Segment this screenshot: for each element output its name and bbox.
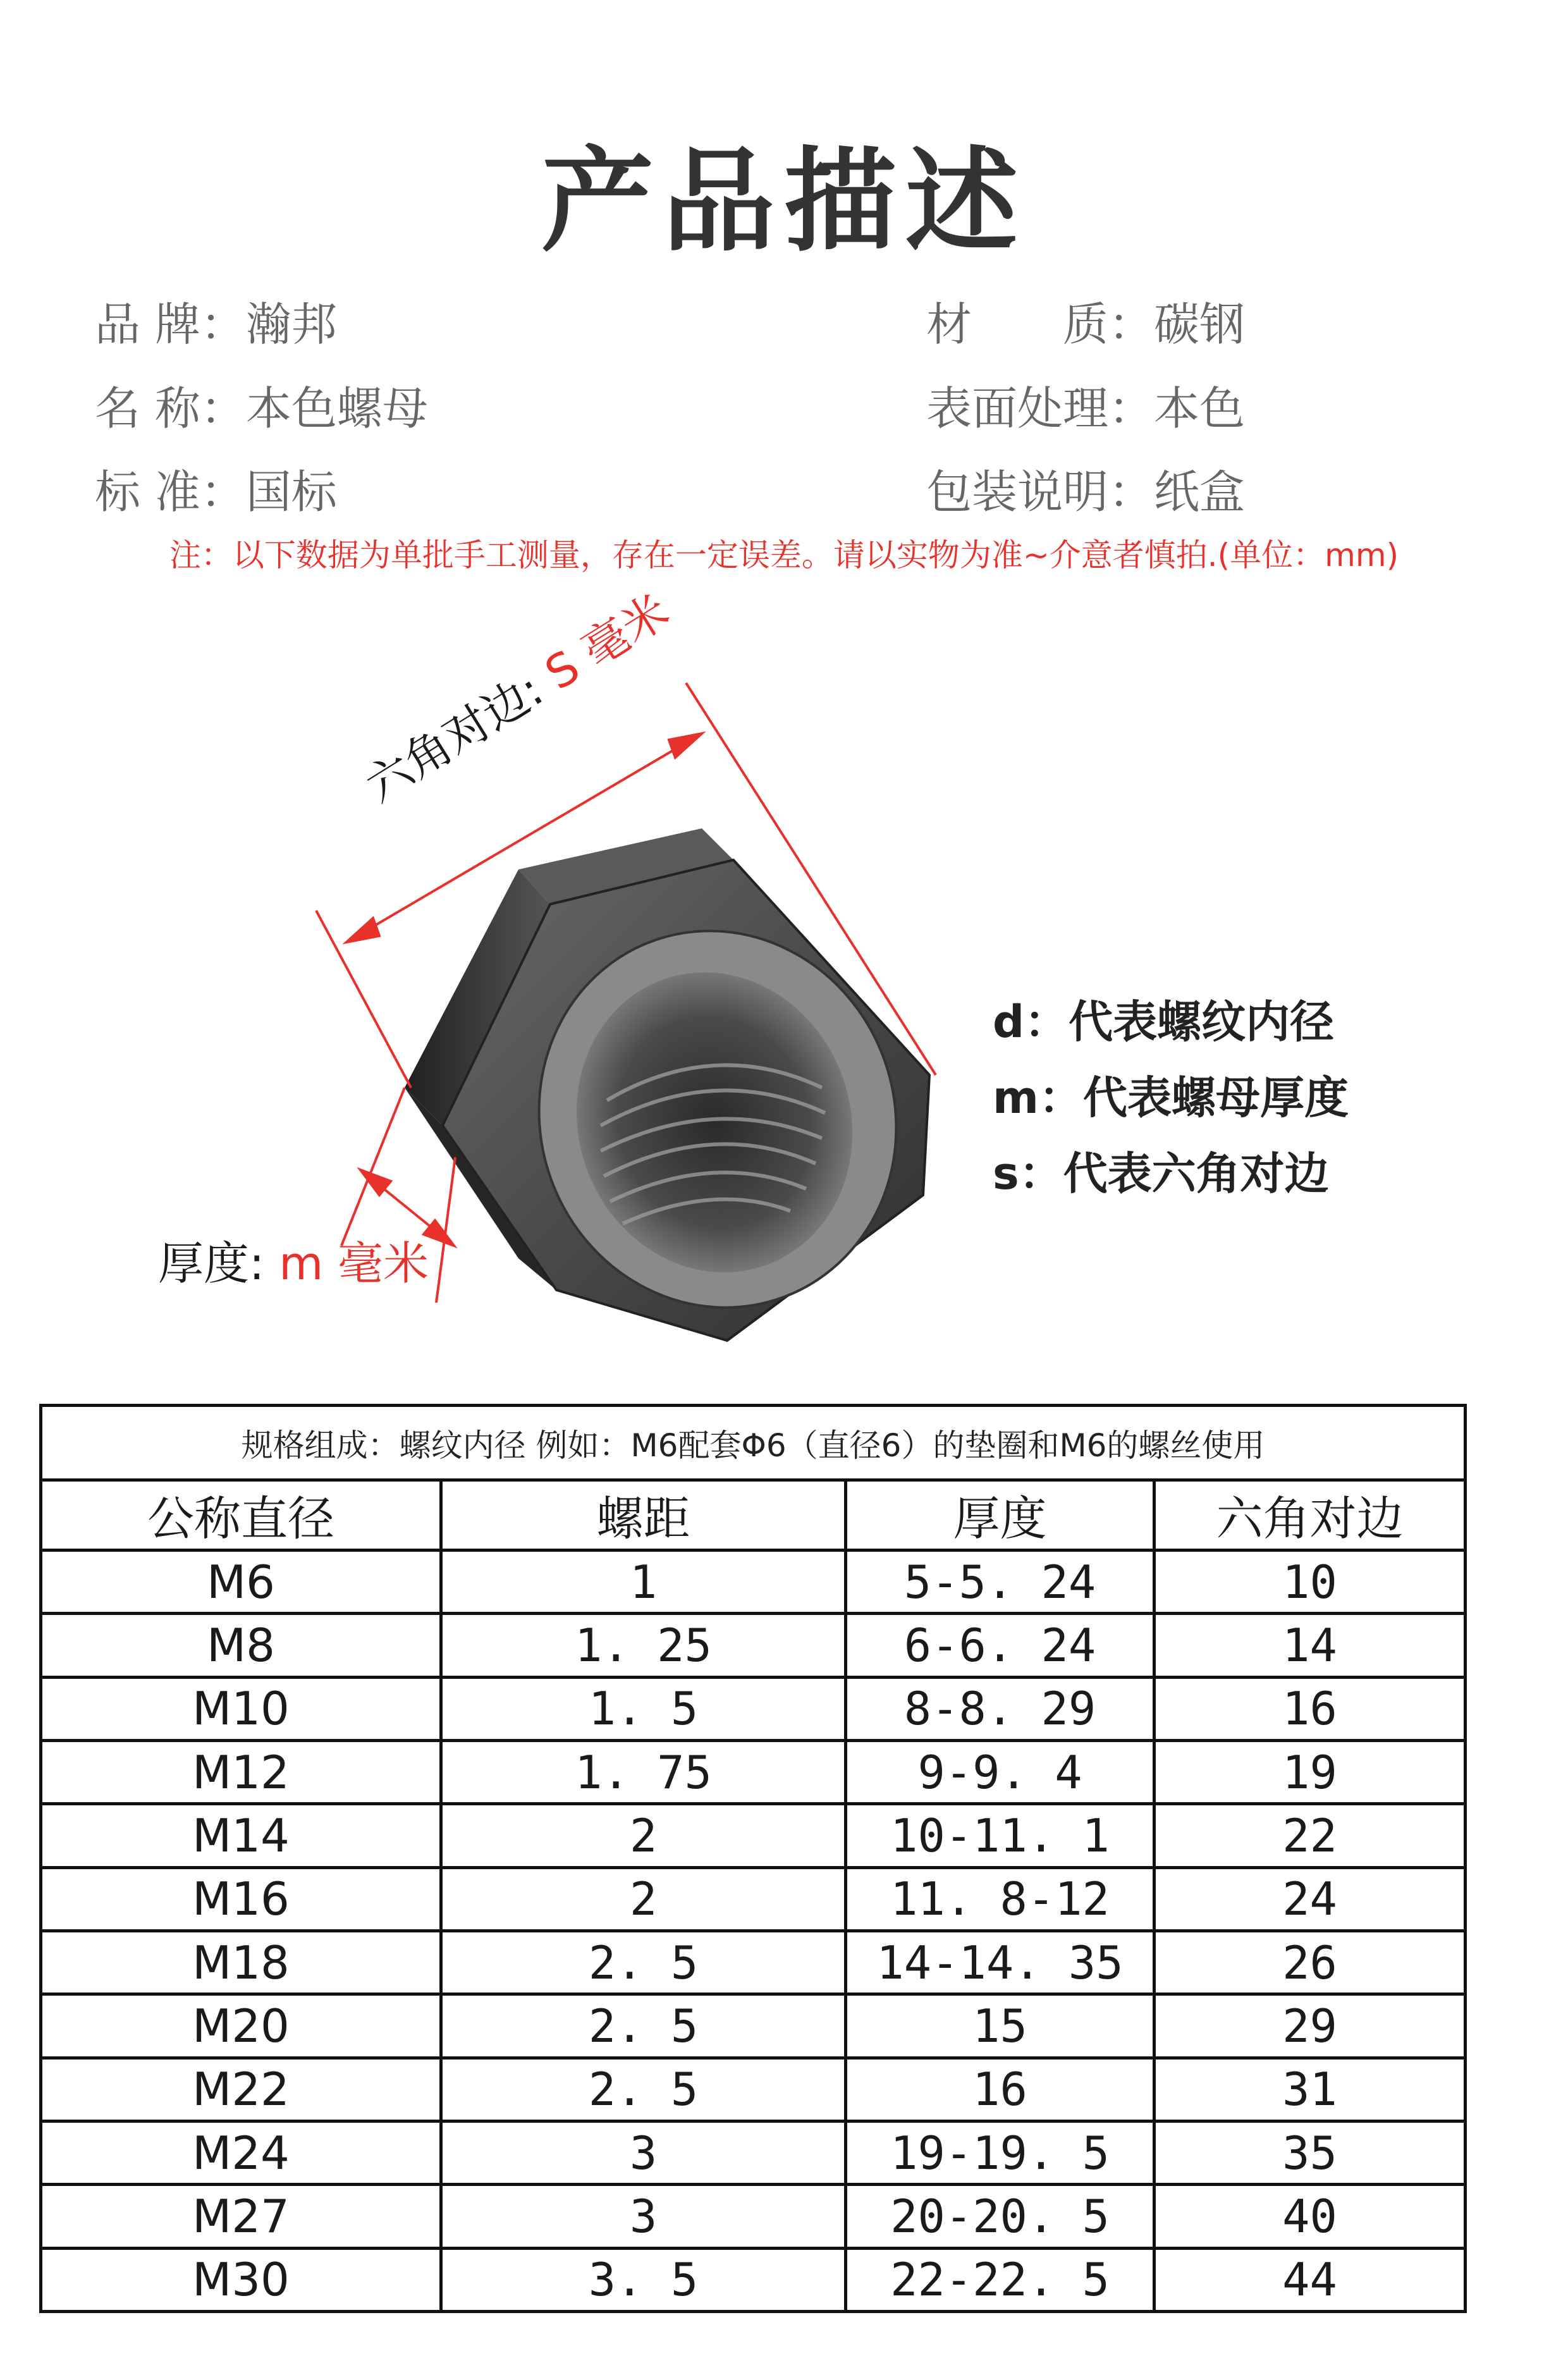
cell-pitch: 2 (441, 1867, 846, 1931)
cell-thickness: 5-5. 24 (846, 1550, 1155, 1614)
info-value: 纸盒 (1154, 465, 1246, 519)
info-value: 本色 (1154, 382, 1246, 435)
cell-thickness: 20-20. 5 (846, 2185, 1155, 2248)
table-row (41, 1740, 1466, 1803)
cell-pitch: 2. 5 (441, 1994, 846, 2058)
cell-size: M14 (41, 1804, 441, 1867)
table-row (41, 1994, 1466, 2058)
cell-across-flats: 16 (1155, 1677, 1466, 1740)
cell-across-flats: 19 (1155, 1740, 1466, 1803)
cell-size: M12 (41, 1740, 441, 1803)
cell-thickness: 9-9. 4 (846, 1740, 1155, 1803)
info-label: 表面处理： (926, 382, 1155, 435)
cell-thickness: 8-8. 29 (846, 1677, 1155, 1740)
info-label: 材 质： (926, 298, 1155, 351)
info-material (926, 288, 1245, 353)
info-label: 包装说明： (926, 465, 1155, 519)
cell-pitch: 3 (441, 2185, 846, 2248)
info-standard (95, 455, 337, 521)
cell-size: M6 (41, 1550, 441, 1614)
cell-across-flats: 40 (1155, 2185, 1466, 2248)
header-pitch: 螺距 (441, 1480, 846, 1550)
cell-thickness: 6-6. 24 (846, 1614, 1155, 1677)
info-label: 标 准： (95, 465, 246, 519)
hex-nut-diagram (0, 584, 1568, 1385)
s-value-text: S 毫米 (536, 584, 678, 701)
header-nominal-diameter: 公称直径 (41, 1480, 441, 1550)
info-brand (95, 288, 337, 353)
legend-s: s：代表六角对边 (993, 1148, 1329, 1200)
cell-across-flats: 10 (1155, 1550, 1466, 1614)
info-name (95, 372, 428, 438)
info-packaging (926, 455, 1245, 521)
info-value: 本色螺母 (245, 382, 428, 435)
cell-pitch: 3. 5 (441, 2248, 846, 2311)
table-row (41, 1867, 1466, 1931)
cell-thickness: 15 (846, 1994, 1155, 2058)
cell-pitch: 1. 25 (441, 1614, 846, 1677)
cell-thickness: 11. 8-12 (846, 1867, 1155, 1931)
info-value: 瀚邦 (245, 298, 337, 351)
table-row (41, 2058, 1466, 2121)
cell-thickness: 19-19. 5 (846, 2121, 1155, 2184)
page-title: 产品描述 (541, 136, 1027, 267)
table-row (41, 2185, 1466, 2248)
cell-across-flats: 14 (1155, 1614, 1466, 1677)
info-label: 品 牌： (95, 298, 246, 351)
table-row (41, 1677, 1466, 1740)
cell-across-flats: 26 (1155, 1931, 1466, 1994)
legend-m: m：代表螺母厚度 (993, 1072, 1349, 1124)
spec-table (39, 1404, 1467, 2313)
cell-pitch: 2 (441, 1804, 846, 1867)
cell-pitch: 1 (441, 1550, 846, 1614)
cell-size: M30 (41, 2248, 441, 2311)
header-across-flats: 六角对边 (1155, 1480, 1466, 1550)
cell-across-flats: 29 (1155, 1994, 1466, 2058)
cell-pitch: 2. 5 (441, 1931, 846, 1994)
table-row (41, 1614, 1466, 1677)
legend-d: d：代表螺纹内径 (993, 996, 1335, 1048)
measurement-note: 注：以下数据为单批手工测量，存在一定误差。请以实物为准~介意者慎拍.(单位：mm) (169, 537, 1399, 574)
m-dimension-label (158, 1227, 429, 1292)
cell-size: M24 (41, 2121, 441, 2184)
cell-pitch: 3 (441, 2121, 846, 2184)
cell-pitch: 1. 5 (441, 1677, 846, 1740)
cell-pitch: 1. 75 (441, 1740, 846, 1803)
info-surface (926, 372, 1245, 438)
m-label-text: 厚度: (158, 1237, 265, 1290)
table-row (41, 1804, 1466, 1867)
table-body (41, 1550, 1466, 2312)
cell-across-flats: 31 (1155, 2058, 1466, 2121)
cell-size: M20 (41, 1994, 441, 2058)
cell-thickness: 14-14. 35 (846, 1931, 1155, 1994)
cell-across-flats: 44 (1155, 2248, 1466, 2311)
table-row (41, 1550, 1466, 1614)
info-value: 碳钢 (1154, 298, 1246, 351)
info-label: 名 称： (95, 382, 246, 435)
table-caption: 规格组成：螺纹内径 例如：M6配套Φ6（直径6）的垫圈和M6的螺丝使用 (41, 1406, 1466, 1480)
cell-size: M8 (41, 1614, 441, 1677)
cell-thickness: 22-22. 5 (846, 2248, 1155, 2311)
cell-pitch: 2. 5 (441, 2058, 846, 2121)
cell-across-flats: 35 (1155, 2121, 1466, 2184)
table-header-row (41, 1480, 1466, 1550)
cell-across-flats: 22 (1155, 1804, 1466, 1867)
cell-size: M10 (41, 1677, 441, 1740)
table-row (41, 2248, 1466, 2311)
cell-size: M18 (41, 1931, 441, 1994)
s-label-text: 六角对边: (356, 663, 552, 813)
cell-size: M16 (41, 1867, 441, 1931)
info-value: 国标 (245, 465, 337, 519)
cell-thickness: 10-11. 1 (846, 1804, 1155, 1867)
table-row (41, 2121, 1466, 2184)
header-thickness: 厚度 (846, 1480, 1155, 1550)
cell-size: M22 (41, 2058, 441, 2121)
table-caption-row (41, 1406, 1466, 1480)
m-value-text: m 毫米 (279, 1237, 429, 1290)
table-row (41, 1931, 1466, 1994)
cell-across-flats: 24 (1155, 1867, 1466, 1931)
cell-thickness: 16 (846, 2058, 1155, 2121)
cell-size: M27 (41, 2185, 441, 2248)
